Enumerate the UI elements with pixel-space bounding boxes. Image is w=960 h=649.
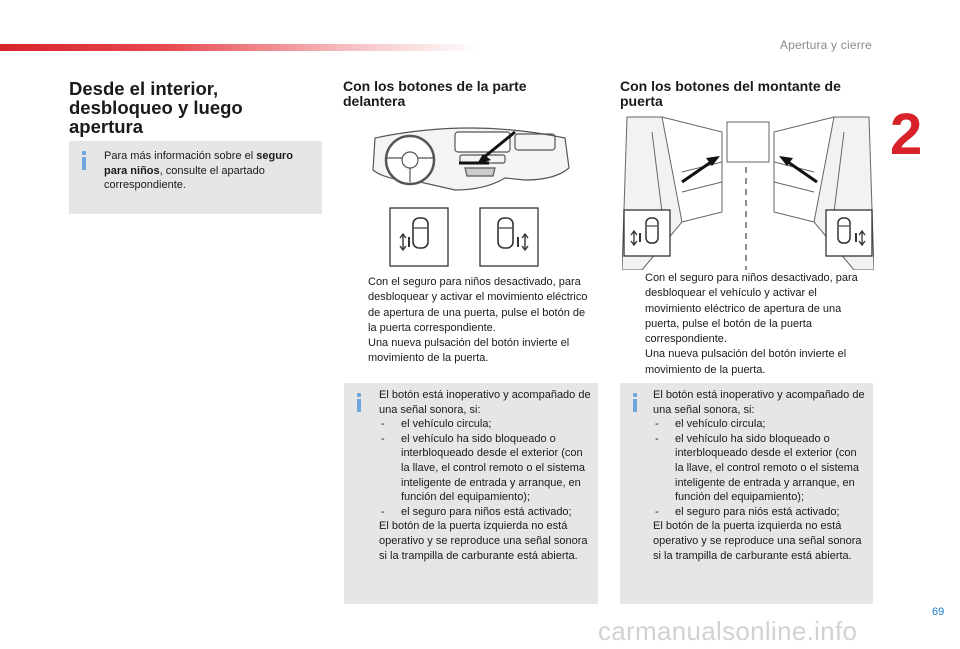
header-accent-bar [0, 44, 480, 51]
pillar-button-left-icon [624, 210, 670, 256]
list-item: Con el seguro para niños desactivado, para desbloquear y activar el movimiento eléctrico de apertura de una puerta, pulse el botón de la puerta correspondiente. [368, 276, 588, 334]
note-outro: El botón de la puerta izquierda no está operativo y se reproduce una señal sonora si la trampilla de carburante está abierta. [379, 520, 588, 562]
info-icon [357, 393, 361, 412]
list-item: - el seguro para niños está activado; [381, 505, 572, 518]
note-intro: El botón está inoperativo y acompañado de una señal sonora, si: [379, 389, 591, 416]
col2-bullets [343, 275, 593, 367]
col2-info-note [344, 383, 598, 604]
list-item: Con el seguro para niños desactivado, para desbloquear el vehículo y activar el movimiento eléctrico de apertura de una puerta, pulse el botón de la puerta correspondiente. [645, 272, 858, 346]
col2-title: Con los botones de la parte delantera [343, 78, 527, 109]
door-pillar-illustration [622, 112, 874, 270]
section-title: Apertura y cierre [779, 38, 872, 52]
info-icon [633, 393, 637, 412]
pillar-button-right-icon [826, 210, 872, 256]
col3-info-note [620, 383, 873, 604]
door-button-right-icon [480, 208, 538, 266]
list-item: - el vehículo ha sido bloqueado o interbloqueado desde el exterior (con la llave, el control remoto o el sistema inteligente de entrada y arranque, en función del equipamiento); [655, 432, 860, 504]
info-icon [82, 151, 86, 170]
list-item: - el seguro para niós está activado; [655, 505, 840, 518]
page-number: 69 [932, 606, 945, 618]
list-item: - el vehículo circula; [655, 418, 766, 431]
list-item: - el vehículo ha sido bloqueado o interbloqueado desde el exterior (con la llave, el control remoto o el sistema inteligente de entrada y arranque, en función del equipamiento); [381, 432, 586, 504]
watermark: carmanualsonline.info [598, 616, 858, 646]
col3-bullets [620, 271, 870, 378]
list-item: Una nueva pulsación del botón invierte el movimiento de la puerta. [368, 337, 570, 365]
dashboard-illustration [365, 120, 575, 270]
door-button-left-icon [390, 208, 448, 266]
list-item: - el vehículo circula; [381, 418, 492, 431]
note-outro: El botón de la puerta izquierda no está operativo y se reproduce una señal sonora si la trampilla de carburante está abierta. [653, 520, 862, 562]
col3-title: Con los botones del montante de puerta [620, 78, 841, 109]
chapter-number: 2 [890, 102, 923, 167]
col1-note-text: Para más información sobre el seguro para niños, consulte el apartado correspondiente. [104, 150, 293, 192]
col1-info-note [69, 141, 322, 214]
col1-title: Desde el interior, desbloqueo y luego apertura [69, 78, 243, 137]
note-intro: El botón está inoperativo y acompañado de una señal sonora, si: [653, 389, 865, 416]
list-item: Una nueva pulsación del botón invierte el movimiento de la puerta. [645, 348, 847, 376]
